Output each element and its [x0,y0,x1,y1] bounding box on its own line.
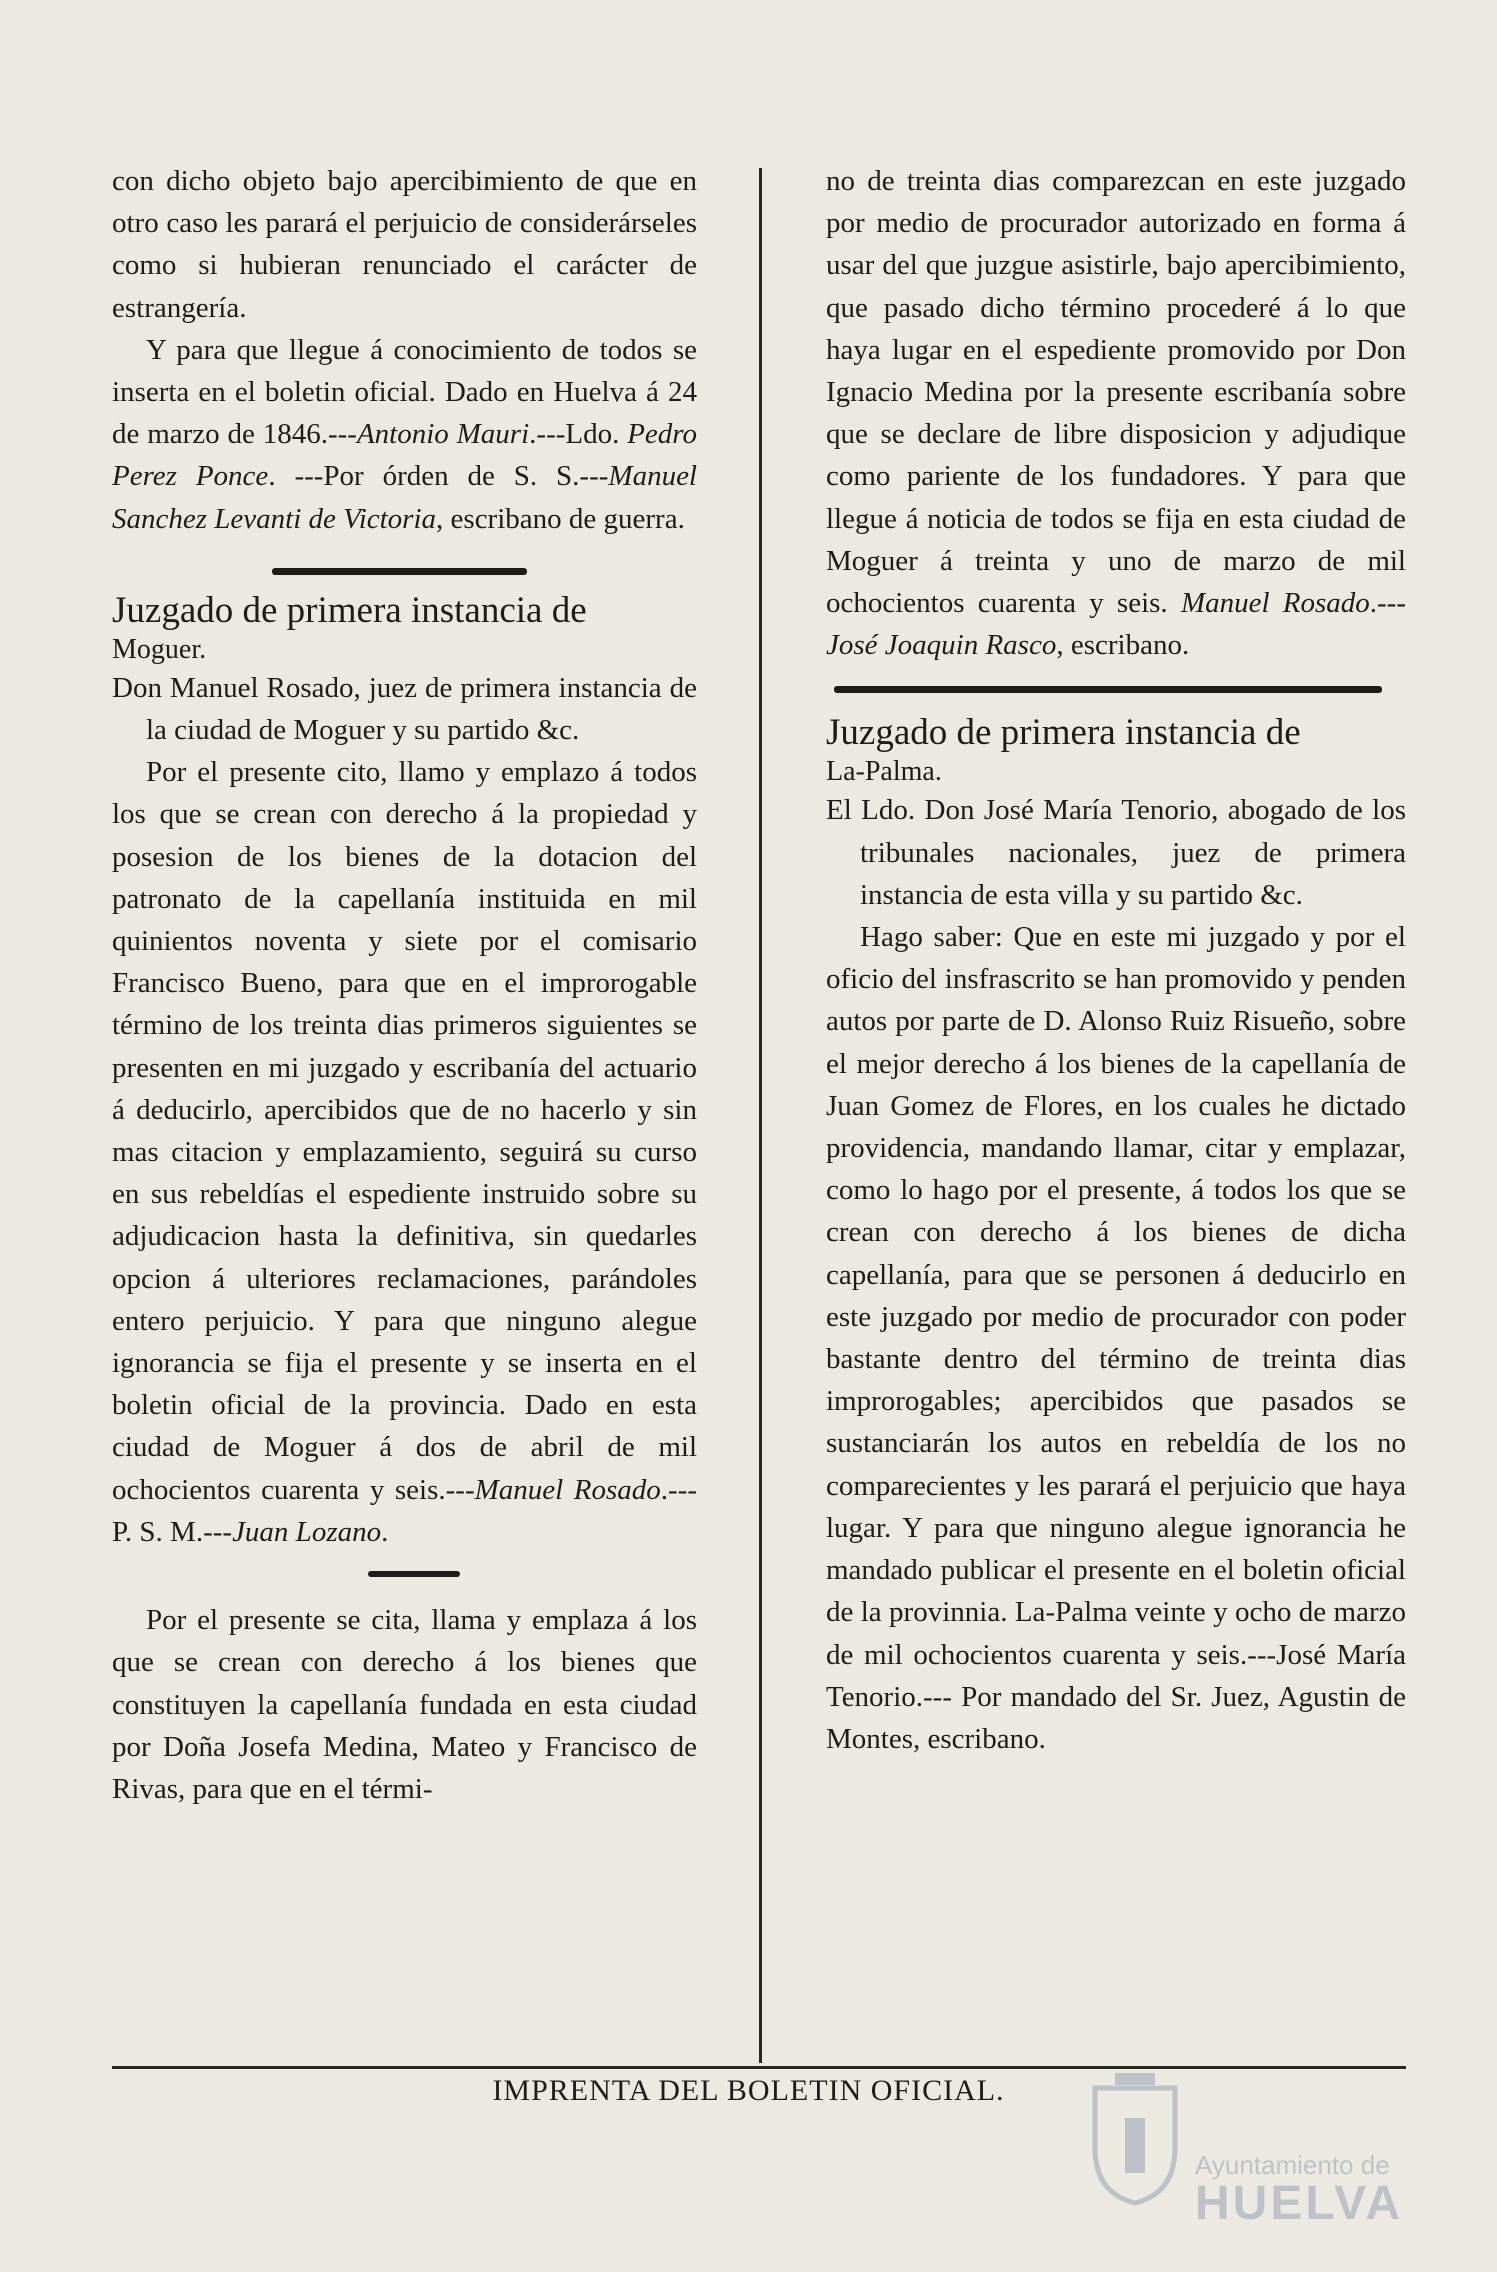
paragraph: Por el presente se cita, llama y emplaza á los que se crean con derecho á los bienes que constituyen la capellanía fundada en esta ciudad por Doña Josefa Medina, Mateo y Francisco de Rivas, para que en el térmi- [112,1604,697,1805]
signature-name: Pedro Perez Ponce [112,418,697,493]
signature-name: Antonio Mauri [356,418,530,451]
paragraph: con dicho objeto bajo apercibimiento de que en otro caso les parará el perjuicio de considerárseles como si hubieran renunciado el carácter de estrangería. [112,165,697,324]
section-heading: Juzgado de primera instancia de [112,589,587,631]
signature-name: Manuel Sanchez Levanti de Victoria [112,460,697,535]
signature-name: Juan Lozano [232,1515,382,1548]
ayuntamiento-huelva-watermark [1085,2068,1415,2230]
short-divider [368,1571,460,1577]
coat-of-arms-icon [1085,2068,1185,2208]
watermark-line2: HUELVA [1195,2177,1404,2230]
paragraph: no de treinta dias comparezcan en este juzgado por medio de procurador autorizado en forma á usar del que juzgue asistirle, bajo apercibimiento, que pasado dicho término procederé á lo que haya lugar en el espediente promovido por Don Ignacio Medina por la presente escribanía sobre que se declare de libre disposicion y adjudique como pariente de los fundadores. Y para que llegue á noticia de todos se fija en esta ciudad de Moguer á treinta y uno de marzo de mil ochocientos cuarenta y seis. Manuel Rosado.---José Joaquin Rasco, escribano. [826,165,1406,662]
left-column [112,160,697,1810]
paragraph: Y para que llegue á conocimiento de todos se inserta en el boletin oficial. Dado en Huelva á 24 de marzo de 1846.---Antonio Mauri.---Ldo. Pedro Perez Ponce. ---Por órden de S. S.---Manuel Sanchez Levanti de Victoria, escribano de guerra. [112,333,697,535]
paragraph: Don Manuel Rosado, juez de primera instancia de la ciudad de Moguer y su partido &c. [112,671,697,747]
column-divider [759,168,762,2063]
right-column [826,160,1406,1760]
section-place: La-Palma. [826,756,942,788]
section-divider [272,568,527,575]
signature-name: Manuel Rosado [1180,587,1370,620]
paragraph: Hago saber: Que en este mi juzgado y por el oficio del insfrascrito se han promovido y penden autos por parte de D. Alonso Ruiz Risueño, sobre el mejor derecho á los bienes de la capellanía de Juan Gomez de Flores, en los cuales he dictado providencia, mandando llamar, citar y emplazar, como lo hago por el presente, á todos los que se crean con derecho á los bienes de dicha capellanía, para que se personen á deducirlo en este juzgado por medio de procurador con poder bastante dentro del término de treinta dias improrogables; apercibidos que pasados se sustanciarán los autos en rebeldía de los no comparecientes y les parará el perjuicio que haya lugar. Y para que ninguno alegue ignorancia he mandado publicar el presente en el boletin oficial de la provinnia. La-Palma veinte y ocho de marzo de mil ochocientos cuarenta y seis.---José María Tenorio.--- Por mandado del Sr. Juez, Agustin de Montes, escribano. [826,921,1406,1755]
watermark-line1: Ayuntamiento de [1195,2150,1390,2180]
signature-name: José Joaquin Rasco [826,629,1057,662]
section-heading: Juzgado de primera instancia de [826,712,1301,754]
signature-name: Manuel Rosado [474,1473,661,1506]
section-divider [834,686,1382,693]
paragraph: Por el presente cito, llamo y emplazo á todos los que se crean con derecho á la propiedad y posesion de los bienes de la dotacion del patronato de la capellanía instituida en mil quinientos noventa y siete por el comisario Francisco Bueno, para que en el improrogable término de los treinta dias primeros siguientes se presenten en mi juzgado y escribanía del actuario á deducirlo, apercibidos que de no hacerlo y sin mas citacion y emplazamiento, seguirá su curso en sus rebeldías el espediente instruido sobre su adjudicacion hasta la definitiva, sin quedarles opcion á ulteriores reclamaciones, parándoles entero perjuicio. Y para que ninguno alegue ignorancia se fija el presente y se inserta en el boletin oficial de la provincia. Dado en esta ciudad de Moguer á dos de abril de mil ochocientos cuarenta y seis.---Manuel Rosado.---P. S. M.---Juan Lozano. [112,756,698,1548]
section-place: Moguer. [112,633,207,665]
printer-imprint: IMPRENTA DEL BOLETIN OFICIAL. [492,2074,1005,2107]
paragraph: El Ldo. Don José María Tenorio, abogado de los tribunales nacionales, juez de primera instancia de esta villa y su partido &c. [826,794,1406,911]
